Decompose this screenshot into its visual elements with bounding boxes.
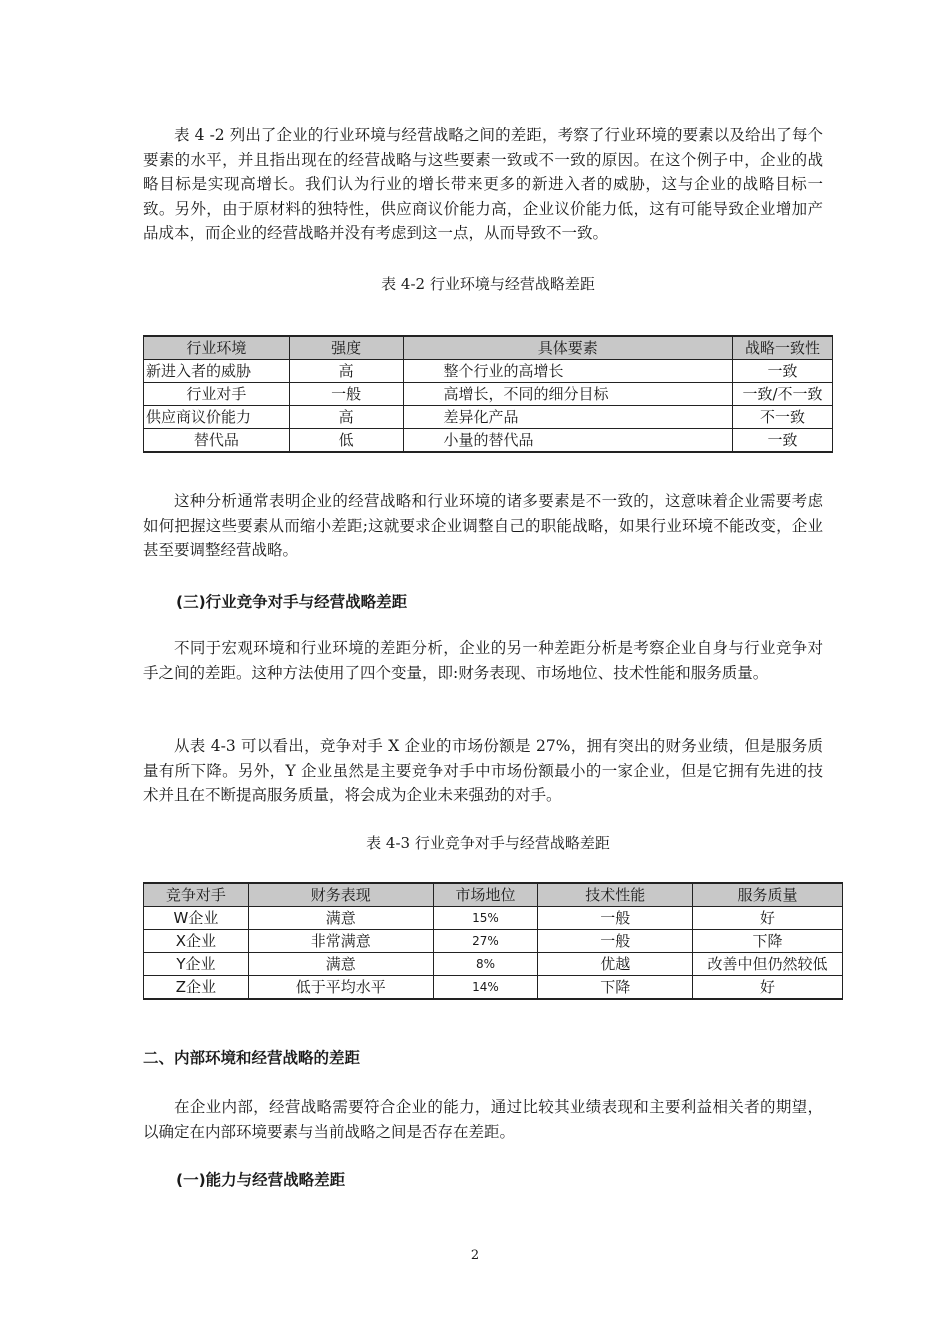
paragraph-analysis: 这种分析通常表明企业的经营战略和行业环境的诸多要素是不一致的，这意味着企业需要考虑如何把握这些要素从而缩小差距;这就要求企业调整自己的职能战略，如果行业环境不能改变，企业甚至要调整经营战略。 xyxy=(143,492,823,559)
table-cell: 高 xyxy=(289,360,403,383)
table-cell: 行业对手 xyxy=(144,383,290,406)
table-cell: 一致 xyxy=(733,429,833,453)
table-row xyxy=(144,360,833,383)
table-header-row xyxy=(144,883,843,907)
paragraph-internal-environment: 在企业内部，经营战略需要符合企业的能力，通过比较其业绩表现和主要利益相关者的期望，以确定在内部环境要素与当前战略之间是否存在差距。 xyxy=(143,1098,823,1141)
table-cell: 一致 xyxy=(733,360,833,383)
table-cell: 一般 xyxy=(538,907,693,930)
table-cell: 小量的替代品 xyxy=(403,429,733,453)
table-cell: W企业 xyxy=(144,907,249,930)
table-header-row xyxy=(144,336,833,360)
table-header-cell: 财务表现 xyxy=(248,883,433,907)
table-header-cell: 市场地位 xyxy=(433,883,538,907)
table-cell: 新进入者的威胁 xyxy=(144,360,290,383)
table-4-3-caption: 表 4-3 行业竞争对手与经营战略差距 xyxy=(366,834,610,852)
table-row xyxy=(144,976,843,1000)
paragraph-competitor-gap: 不同于宏观环境和行业环境的差距分析，企业的另一种差距分析是考察企业自身与行业竞争对手之间的差距。这种方法使用了四个变量，即:财务表现、市场地位、技术性能和服务质量。 xyxy=(143,639,823,682)
table-cell: 下降 xyxy=(538,976,693,1000)
table-row xyxy=(144,953,843,976)
table-cell: 14% xyxy=(433,976,538,1000)
table-cell: 一般 xyxy=(289,383,403,406)
table-header-cell: 竞争对手 xyxy=(144,883,249,907)
table-cell: Z企业 xyxy=(144,976,249,1000)
table-header-cell: 具体要素 xyxy=(403,336,733,360)
table-header-cell: 技术性能 xyxy=(538,883,693,907)
table-cell: 供应商议价能力 xyxy=(144,406,290,429)
table-header-cell: 战略一致性 xyxy=(733,336,833,360)
section-heading-internal: 二、内部环境和经营战略的差距 xyxy=(143,1049,361,1067)
table-cell: 好 xyxy=(693,907,843,930)
table-cell: 满意 xyxy=(248,953,433,976)
table-4-2-caption: 表 4-2 行业环境与经营战略差距 xyxy=(381,275,595,293)
table-cell: 一般 xyxy=(538,930,693,953)
table-cell: 不一致 xyxy=(733,406,833,429)
table-cell: 低于平均水平 xyxy=(248,976,433,1000)
table-row xyxy=(144,429,833,453)
page-number: 2 xyxy=(470,1248,480,1263)
table-cell: 整个行业的高增长 xyxy=(403,360,733,383)
table-cell: 8% xyxy=(433,953,538,976)
table-header-cell: 服务质量 xyxy=(693,883,843,907)
table-row xyxy=(144,907,843,930)
table-cell: 差异化产品 xyxy=(403,406,733,429)
table-cell: 好 xyxy=(693,976,843,1000)
table-cell: 非常满意 xyxy=(248,930,433,953)
table-cell: 替代品 xyxy=(144,429,290,453)
table-cell: 下降 xyxy=(693,930,843,953)
table-cell: 高 xyxy=(289,406,403,429)
table-cell: 满意 xyxy=(248,907,433,930)
paragraph-table43-intro: 从表 4-3 可以看出，竞争对手 X 企业的市场份额是 27%，拥有突出的财务业绩，但是服务质量有所下降。另外，Y 企业虽然是主要竞争对手中市场份额最小的一家企业，但是它拥有先进的技术并且在不断提高服务质量，将会成为企业未来强劲的对手。 xyxy=(143,737,823,804)
paragraph-table42-intro: 表 4 -2 列出了企业的行业环境与经营战略之间的差距，考察了行业环境的要素以及给出了每个要素的水平，并且指出现在的经营战略与这些要素一致或不一致的原因。在这个例子中，企业的战略目标是实现高增长。我们认为行业的增长带来更多的新进入者的威胁，这与企业的战略目标一致。另外，由于原材料的独特性，供应商议价能力高，企业议价能力低，这有可能导致企业增加产品成本，而企业的经营战略并没有考虑到这一点，从而导致不一致。 xyxy=(143,126,823,242)
table-cell: 高增长，不同的细分目标 xyxy=(403,383,733,406)
table-cell: 一致/不一致 xyxy=(733,383,833,406)
table-cell: Y企业 xyxy=(144,953,249,976)
table-row xyxy=(144,406,833,429)
table-cell: 27% xyxy=(433,930,538,953)
section-heading-capability: (一)能力与经营战略差距 xyxy=(176,1171,346,1189)
table-row xyxy=(144,383,833,406)
section-heading-competitors: (三)行业竞争对手与经营战略差距 xyxy=(176,593,408,611)
table-cell: 改善中但仍然较低 xyxy=(693,953,843,976)
table-row xyxy=(144,930,843,953)
table-header-cell: 行业环境 xyxy=(144,336,290,360)
table-cell: 15% xyxy=(433,907,538,930)
table-cell: X企业 xyxy=(144,930,249,953)
table-cell: 低 xyxy=(289,429,403,453)
industry-environment-table xyxy=(143,335,833,453)
table-cell: 优越 xyxy=(538,953,693,976)
competitor-table xyxy=(143,882,843,1000)
table-header-cell: 强度 xyxy=(289,336,403,360)
